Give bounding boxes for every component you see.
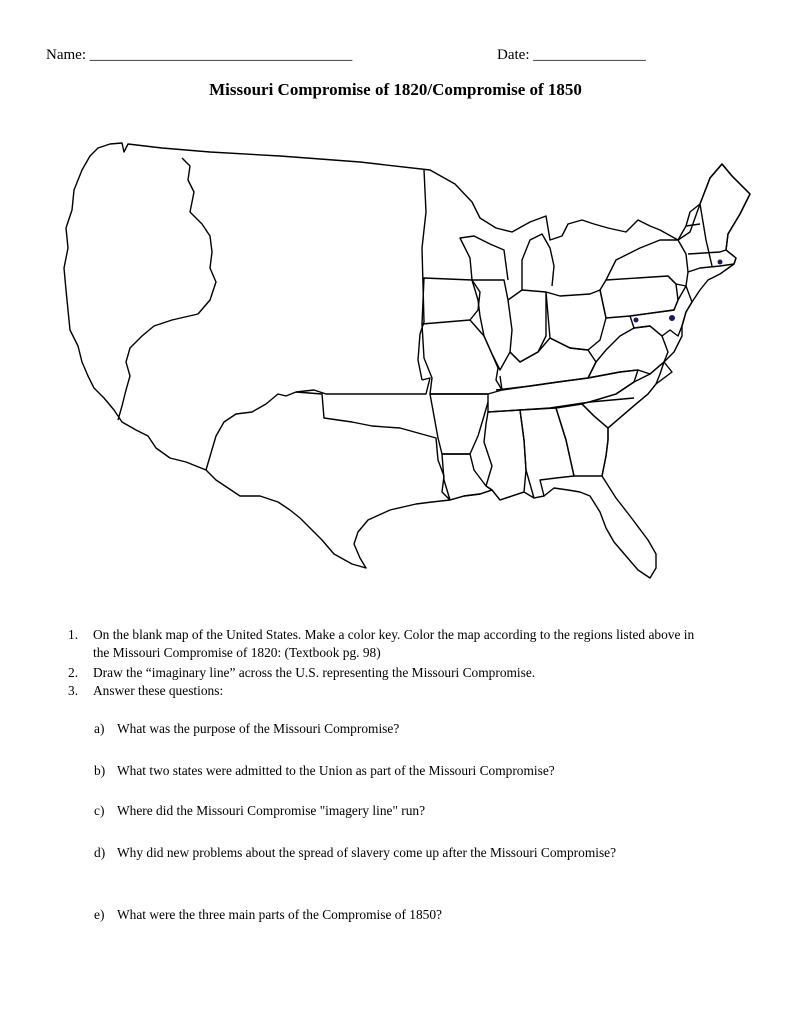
date-field-label: Date: _______________ <box>497 47 646 63</box>
us-outline-map <box>60 140 760 580</box>
name-field-label: Name: ___________________________________ <box>46 47 353 63</box>
instruction-3-text: Answer these questions: <box>93 683 224 698</box>
question-b-text: What two states were admitted to the Union as part of the Missouri Compromise? <box>117 763 555 778</box>
delaware-water <box>634 318 639 323</box>
question-a-letter: a) <box>94 721 105 736</box>
question-d-letter: d) <box>94 845 106 860</box>
instruction-1-line2: the Missouri Compromise of 1820: (Textbook pg. 98) <box>93 645 381 660</box>
western-territory-line <box>418 170 426 380</box>
virginia-state <box>588 326 668 378</box>
mississippi-state <box>484 410 526 500</box>
instruction-3-number: 3. <box>68 683 79 698</box>
question-c-text: Where did the Missouri Compromise "imagery line" run? <box>117 803 426 818</box>
instruction-1-number: 1. <box>68 627 79 642</box>
long-island-water <box>718 260 723 265</box>
texas-boundary <box>296 392 450 500</box>
tennessee-state <box>488 370 638 412</box>
question-e-text: What were the three main parts of the Compromise of 1850? <box>117 907 442 922</box>
question-c-letter: c) <box>94 803 105 818</box>
new-england <box>678 164 750 272</box>
page-title: Missouri Compromise of 1820/Compromise of 1850 <box>209 80 582 99</box>
missouri-state <box>422 320 502 394</box>
indiana-state <box>508 290 546 362</box>
question-a-text: What was the purpose of the Missouri Compromise? <box>117 721 400 736</box>
illinois-state <box>472 280 512 370</box>
us-outline <box>64 143 750 578</box>
instruction-2-text: Draw the “imaginary line” across the U.S. representing the Missouri Compromise. <box>93 665 536 680</box>
georgia-state <box>556 404 608 476</box>
chesapeake-water <box>669 315 675 321</box>
iowa-state <box>422 278 480 324</box>
missouri-compromise-line <box>206 378 430 470</box>
louisiana-purchase-boundary <box>118 158 216 420</box>
arkansas-state <box>430 394 488 454</box>
question-b-letter: b) <box>94 763 106 778</box>
instruction-2-number: 2. <box>68 665 79 680</box>
louisiana-state <box>442 454 492 500</box>
question-d-text: Why did new problems about the spread of slavery come up after the Missouri Compromise? <box>117 845 617 860</box>
alabama-state <box>520 408 574 498</box>
kentucky-state <box>500 338 596 390</box>
wisconsin-michigan <box>460 234 554 290</box>
instruction-1-line1: On the blank map of the United States. Make a color key. Color the map according to the regions listed above in <box>93 627 695 642</box>
question-e-letter: e) <box>94 907 105 922</box>
